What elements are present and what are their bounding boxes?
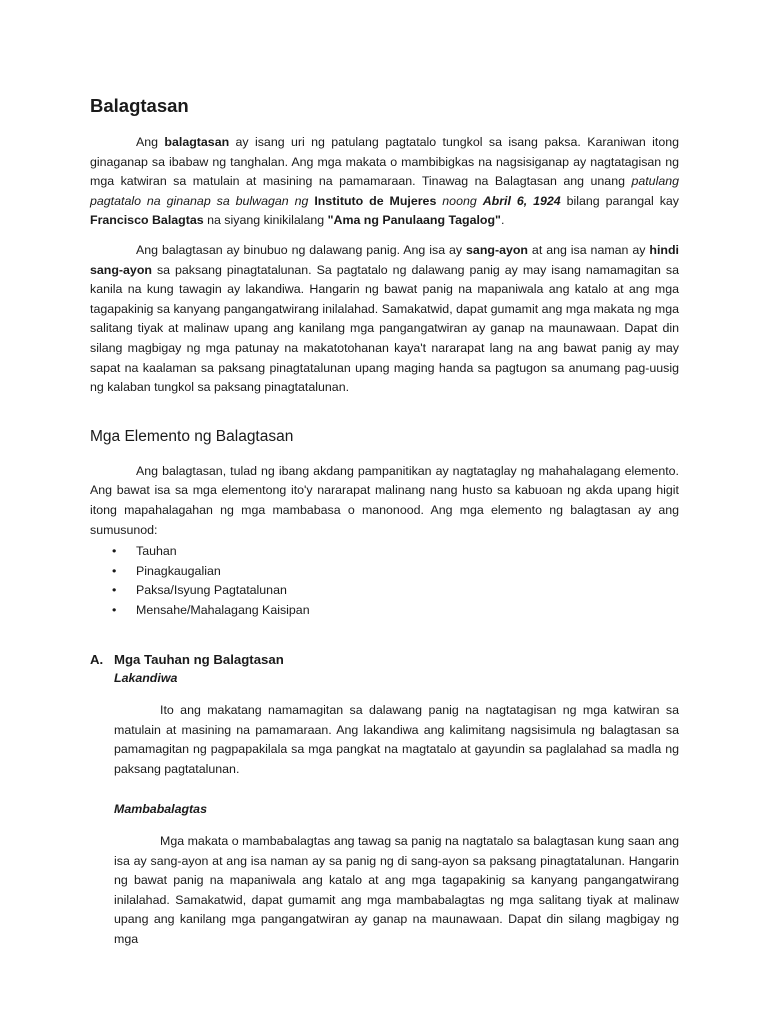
person-name: Francisco Balagtas xyxy=(90,213,204,228)
section-heading-elements: Mga Elemento ng Balagtasan xyxy=(90,427,294,445)
list-item-label: Mensahe/Mahalagang Kaisipan xyxy=(136,602,310,617)
list-item xyxy=(90,601,679,621)
mambabalagtas-label: Mambabalagtas xyxy=(114,802,207,817)
section-a-heading xyxy=(90,650,679,669)
elements-paragraph: Ang balagtasan, tulad ng ibang akdang pampanitikan ay nagtataglay ng mahahalagang elemento. Ang bawat isa sa mga elementong ito'y nararapat malinang nang husto sa kabuoan ng akda upang higit itong mapahalagahan ng mga mambabasa o manonood. Ang mga elemento ng balagtasan ay ang sumusunod: xyxy=(90,463,679,537)
page-title: Balagtasan xyxy=(90,95,189,116)
term-sang-ayon: sang-ayon xyxy=(466,242,528,257)
section-a-title: Mga Tauhan ng Balagtasan xyxy=(114,652,284,668)
italic-word: noong xyxy=(442,193,477,208)
lakandiwa-paragraph: Ito ang makatang namamagitan sa dalawang panig na nagtatagisan ng mga katwiran sa matulain at masining na pamamaraan. Ang lakandiwa ang kalimitang nagsisimula ng balagtasan sa pamamagitan ng pagpapakilala sa mga pangkat na magtatalo at gayundin sa paglalahad sa madla ng paksang pagtatalunan. xyxy=(114,703,679,776)
list-item-label: Pinagkaugalian xyxy=(136,563,221,578)
list-item xyxy=(90,581,679,601)
section-a-body xyxy=(114,669,679,949)
text-run: Ang xyxy=(136,135,165,149)
text-run: ay isang uri ng patulang pagtatalo tungkol sa isang paksa. Karaniwan itong ginaganap sa ibabaw ng tanghalan. Ang mga makata o mambibigkas na nagsisiganap ay nagtatagisan ng mga katwiran sa matulain at masining na pamamaraan. Tinawag na Balagtasan ang unang xyxy=(90,135,679,189)
text-run: at ang isa naman ay xyxy=(528,242,650,257)
mambabalagtas-paragraph: Mga makata o mambabalagtas ang tawag sa panig na nagtatalo sa balagtasan kung saan ang isa ay sang-ayon at ang isa naman ay sa panig ng di sang-ayon sa paksang pinagtatalunan. Hangarin ng bawat panig na mapaniwala ang katalo at ang mga tagapakinig sa kanyang pangangatwirang inilalahad. Samakatwid, dapat gumamit ang mga mambabalagtas ng mga salitang tiyak at malinaw upang ang kanilang mga pangangatwiran ay ganap na maunawaan. Dapat din silang magbigay ng mga xyxy=(114,834,679,946)
text-run: . xyxy=(500,213,505,228)
text-run: na siyang kinikilalang xyxy=(203,213,328,228)
list-item xyxy=(90,542,679,562)
term-hindi-sang-ayon: hindi sang-ayon xyxy=(90,242,679,277)
bullet-icon: • xyxy=(112,563,117,578)
text-run: Ang balagtasan ay binubuo ng dalawang panig. Ang isa ay xyxy=(136,242,467,257)
institution-name: Instituto de Mujeres xyxy=(314,193,437,208)
bullet-icon: • xyxy=(112,544,117,559)
bullet-icon: • xyxy=(112,583,117,598)
term-balagtasan: balagtasan xyxy=(164,135,230,149)
section-letter: A. xyxy=(90,652,104,668)
bullet-icon: • xyxy=(112,602,117,617)
text-run: sa paksang pinagtatalunan. Sa pagtatalo ng dalawang panig ay may isang namamagitan sa kanila na kung tawagin ay lakandiwa. Hangarin ng bawat panig na mapaniwala ang katalo at ang mga tagapakinig sa kanyang pangangatwirang inilalahad. Samakatwid, dapat gumamit ang mga makata ng mga salitang tiyak at malinaw upang ang kanilang mga pangangatwiran ay ganap na maunawaan. Dapat din silang magbigay ng mga patunay na makatotohanan kaya't nararapat lang na ang bawat panig ay may sapat na kaalaman sa paksang pinagtatalunan upang maging handa sa pagtugon sa anumang pag-uusig ng kalaban tungkol sa paksang pinagtatalunan. xyxy=(90,262,679,395)
list-item xyxy=(90,562,679,582)
elements-list xyxy=(90,542,679,620)
honorific-title: "Ama ng Panulaang Tagalog" xyxy=(327,213,501,228)
intro-paragraph-2 xyxy=(90,241,679,398)
text-run: bilang parangal kay xyxy=(560,193,680,208)
intro-paragraph-1 xyxy=(90,133,679,231)
list-item-label: Paksa/Isyung Pagtatalunan xyxy=(136,583,287,598)
date: Abril 6, 1924 xyxy=(482,193,561,208)
italic-phrase: patulang pagtatalo na ginanap sa bulwagan ng xyxy=(90,174,679,208)
lakandiwa-label: Lakandiwa xyxy=(114,671,178,686)
list-item-label: Tauhan xyxy=(136,544,177,559)
section-a xyxy=(90,650,679,949)
